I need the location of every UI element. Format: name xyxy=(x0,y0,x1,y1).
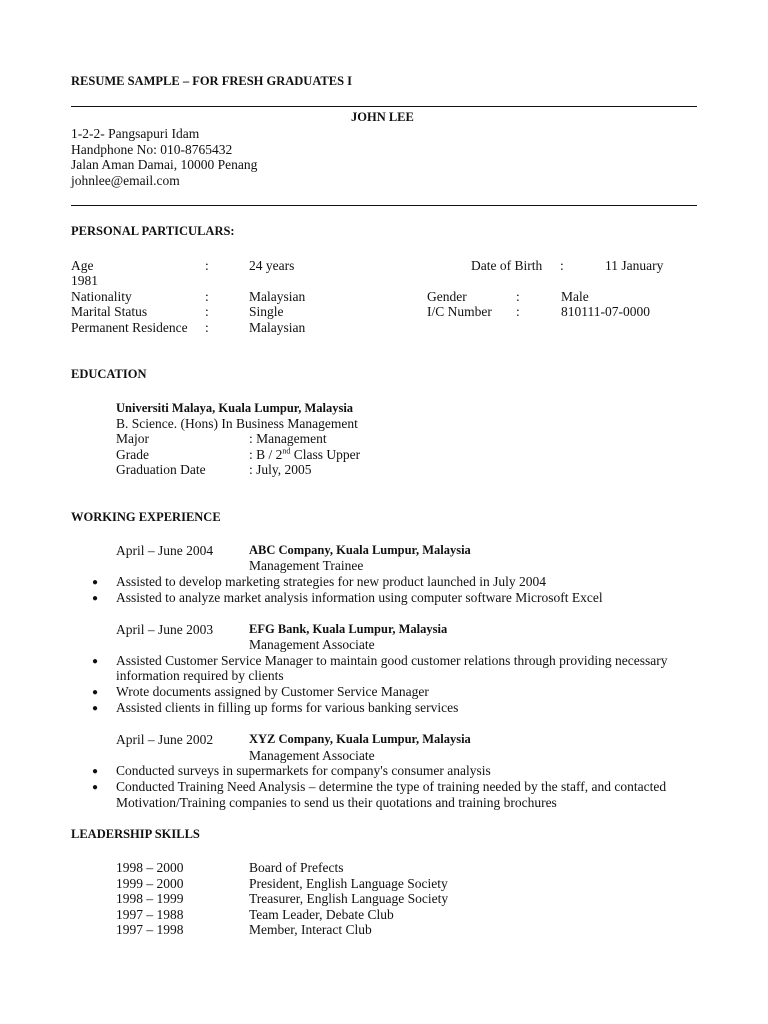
degree-name: B. Science. (Hons) In Business Management xyxy=(116,416,358,431)
gender-colon: : xyxy=(516,289,520,304)
nationality-label: Nationality xyxy=(71,289,132,304)
dob-colon: : xyxy=(560,258,564,273)
leadership-years: 1999 – 2000 xyxy=(116,876,184,891)
age-label: Age xyxy=(71,258,94,273)
graduation-value: : July, 2005 xyxy=(249,462,312,477)
nationality-value: Malaysian xyxy=(249,289,306,304)
personal-heading: PERSONAL PARTICULARS: xyxy=(71,224,235,238)
nationality-colon: : xyxy=(205,289,209,304)
education-heading: EDUCATION xyxy=(71,367,147,381)
dob-value-wrap: 1981 xyxy=(71,273,98,288)
job-duty: Assisted to analyze market analysis information using computer software Microsoft Excel xyxy=(116,590,603,605)
address-line-2: Jalan Aman Damai, 10000 Penang xyxy=(71,157,258,172)
job-role: Management Associate xyxy=(249,748,375,763)
bullet-icon: ● xyxy=(92,577,99,588)
residence-label: Permanent Residence xyxy=(71,320,188,335)
age-value: 24 years xyxy=(249,258,295,273)
residence-colon: : xyxy=(205,320,209,335)
leadership-heading: LEADERSHIP SKILLS xyxy=(71,827,200,841)
work-heading: WORKING EXPERIENCE xyxy=(71,510,221,524)
bullet-icon: ● xyxy=(92,687,99,698)
job-company: ABC Company, Kuala Lumpur, Malaysia xyxy=(249,543,471,557)
job-duty: Conducted Training Need Analysis – determine the type of training needed by the staff, and contacted xyxy=(116,779,667,794)
job-role: Management Trainee xyxy=(249,558,364,573)
major-value: : Management xyxy=(249,431,327,446)
grade-value: : B / 2nd Class Upper xyxy=(249,446,361,462)
email-address: johnlee@email.com xyxy=(71,173,180,188)
bullet-icon: ● xyxy=(92,766,99,777)
ic-label: I/C Number xyxy=(427,304,492,319)
leadership-role: Treasurer, English Language Society xyxy=(249,891,449,906)
residence-value: Malaysian xyxy=(249,320,306,335)
gender-value: Male xyxy=(561,289,589,304)
leadership-years: 1998 – 1999 xyxy=(116,891,184,906)
job-duty: Wrote documents assigned by Customer Service Manager xyxy=(116,684,429,699)
document-title: RESUME SAMPLE – FOR FRESH GRADUATES I xyxy=(71,74,353,88)
job-role: Management Associate xyxy=(249,637,375,652)
grade-label: Grade xyxy=(116,447,149,462)
bullet-icon: ● xyxy=(92,593,99,604)
job-duty: Assisted Customer Service Manager to maintain good customer relations through providing necessary xyxy=(116,653,668,668)
job-duty-continued: Motivation/Training companies to send us their quotations and training brochures xyxy=(116,795,557,810)
leadership-years: 1997 – 1988 xyxy=(116,907,184,922)
phone-number: Handphone No: 010-8765432 xyxy=(71,142,233,157)
job-period: April – June 2003 xyxy=(116,622,214,637)
graduation-label: Graduation Date xyxy=(116,462,206,477)
candidate-name: JOHN LEE xyxy=(351,110,414,124)
dob-value: 11 January xyxy=(605,258,664,273)
marital-value: Single xyxy=(249,304,284,319)
marital-label: Marital Status xyxy=(71,304,148,319)
leadership-years: 1997 – 1998 xyxy=(116,922,184,937)
address-line-1: 1-2-2- Pangsapuri Idam xyxy=(71,126,200,141)
institution-name: Universiti Malaya, Kuala Lumpur, Malaysia xyxy=(116,401,354,415)
ic-value: 810111-07-0000 xyxy=(561,304,650,319)
job-duty: Conducted surveys in supermarkets for company's consumer analysis xyxy=(116,763,491,778)
dob-label: Date of Birth xyxy=(471,258,543,273)
contact-divider xyxy=(71,205,697,206)
leadership-role: Board of Prefects xyxy=(249,860,344,875)
job-duty: Assisted to develop marketing strategies for new product launched in July 2004 xyxy=(116,574,547,589)
job-duty: Assisted clients in filling up forms for various banking services xyxy=(116,700,459,715)
job-period: April – June 2004 xyxy=(116,543,214,558)
leadership-role: Member, Interact Club xyxy=(249,922,372,937)
leadership-years: 1998 – 2000 xyxy=(116,860,184,875)
bullet-icon: ● xyxy=(92,703,99,714)
job-duty-continued: information required by clients xyxy=(116,668,284,683)
marital-colon: : xyxy=(205,304,209,319)
job-period: April – June 2002 xyxy=(116,732,214,747)
bullet-icon: ● xyxy=(92,656,99,667)
major-label: Major xyxy=(116,431,149,446)
leadership-role: Team Leader, Debate Club xyxy=(249,907,394,922)
header-divider xyxy=(71,106,697,107)
job-company: EFG Bank, Kuala Lumpur, Malaysia xyxy=(249,622,448,636)
ic-colon: : xyxy=(516,304,520,319)
leadership-role: President, English Language Society xyxy=(249,876,448,891)
job-company: XYZ Company, Kuala Lumpur, Malaysia xyxy=(249,732,471,746)
gender-label: Gender xyxy=(427,289,467,304)
age-colon: : xyxy=(205,258,209,273)
bullet-icon: ● xyxy=(92,782,99,793)
